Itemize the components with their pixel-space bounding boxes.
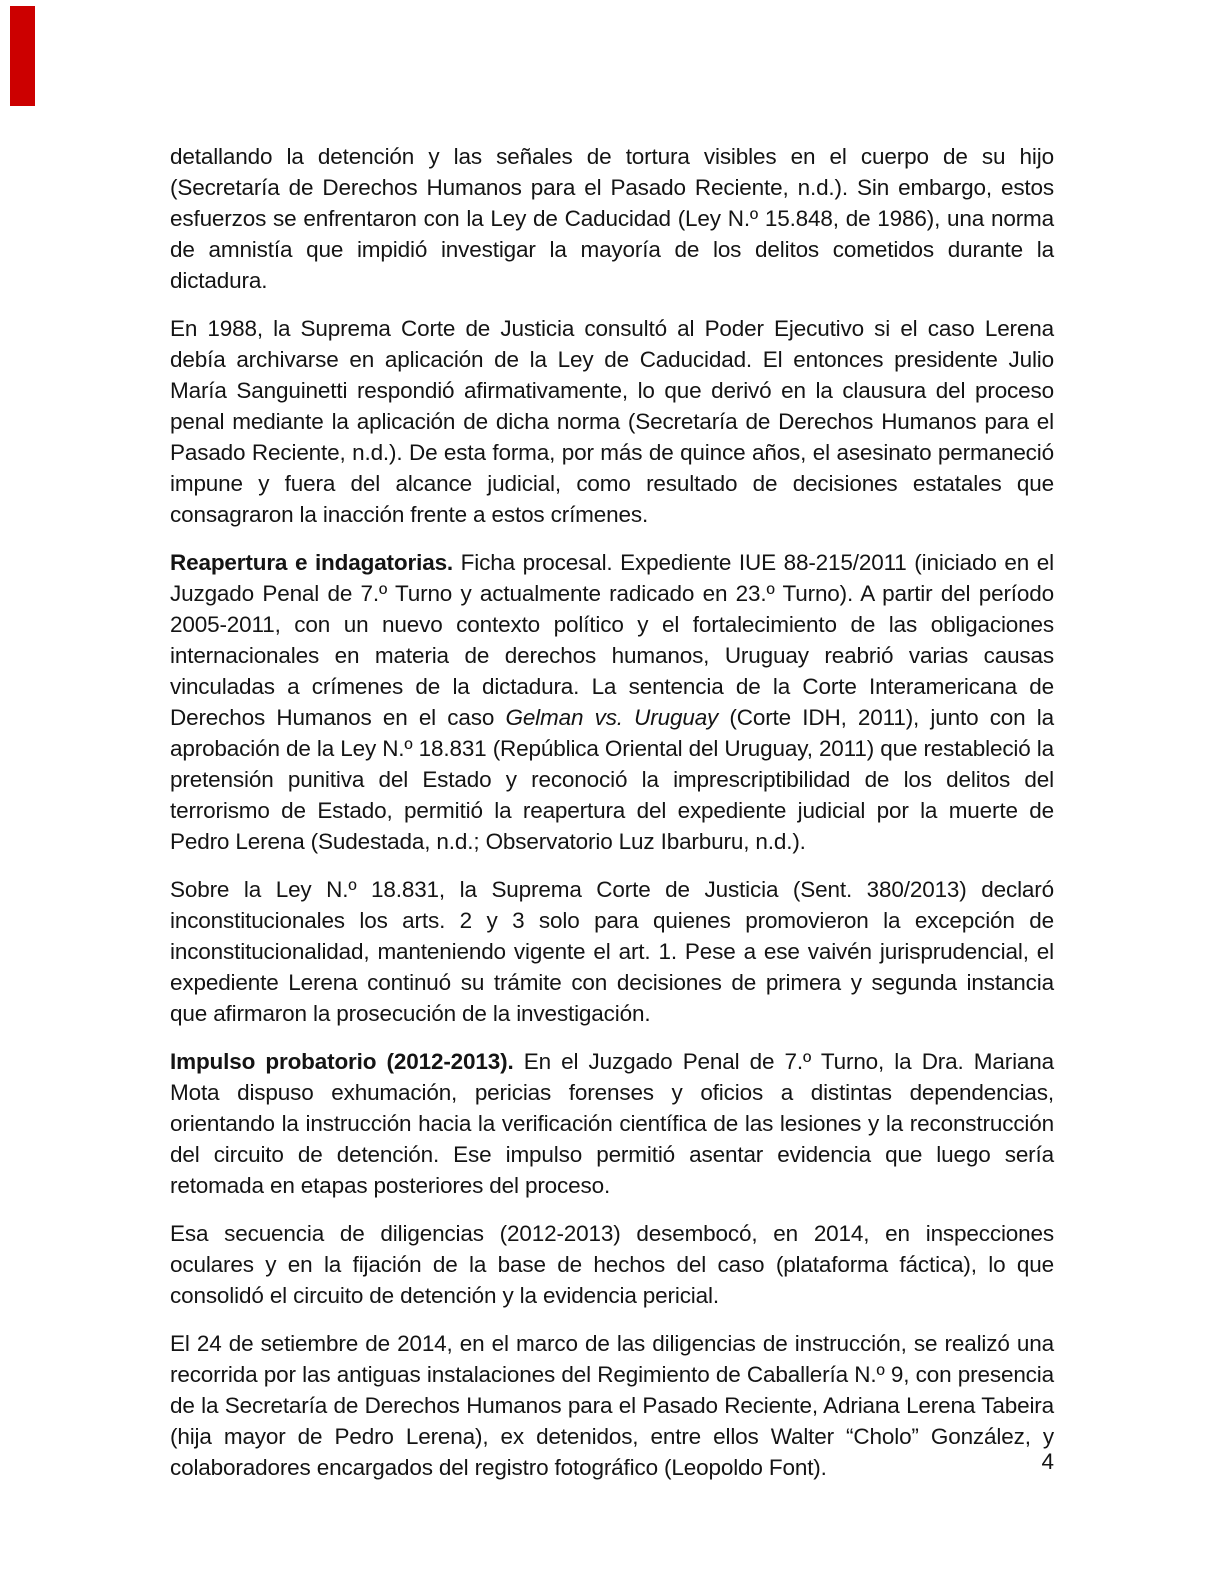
- paragraph-diligencias: [170, 1218, 1054, 1311]
- paragraph-impulso-probatorio: [170, 1046, 1054, 1201]
- section-heading-reapertura: Reapertura e indagatorias.: [170, 550, 454, 575]
- text-run: (Corte IDH, 2011), junto con la aprobación de la Ley N.º 18.831 (República Oriental del Uruguay, 2011) que restableció la pretensión punitiva del Estado y reconoció la imprescriptibilidad de los delitos del terrorismo de Estado, permitió la reapertura del expediente judicial por la muerte de Pedro Lerena (Sudestada, n.d.; Observatorio Luz Ibarburu, n.d.).: [170, 705, 1054, 854]
- red-corner-marker: [10, 6, 35, 106]
- document-body: [170, 141, 1054, 1500]
- text-run: Sobre la Ley N.º 18.831, la Suprema Corte de Justicia (Sent. 380/2013) declaró inconstitucionales los arts. 2 y 3 solo para quienes promovieron la excepción de inconstitucionalidad, manteniendo vigente el art. 1. Pese a ese vaivén jurisprudencial, el expediente Lerena continuó su trámite con decisiones de primera y segunda instancia que afirmaron la prosecución de la investigación.: [170, 877, 1054, 1026]
- text-run: En 1988, la Suprema Corte de Justicia consultó al Poder Ejecutivo si el caso Lerena debía archivarse en aplicación de la Ley de Caducidad. El entonces presidente Julio María Sanguinetti respondió afirmativamente, lo que derivó en la clausura del proceso penal mediante la aplicación de dicha norma (Secretaría de Derechos Humanos para el Pasado Reciente, n.d.). De esta forma, por más de quince años, el asesinato permaneció impune y fuera del alcance judicial, como resultado de decisiones estatales que consagraron la inacción frente a estos crímenes.: [170, 316, 1054, 527]
- case-name-gelman: Gelman vs. Uruguay: [505, 705, 719, 730]
- section-heading-impulso: Impulso probatorio (2012-2013).: [170, 1049, 514, 1074]
- page-number: 4: [1041, 1449, 1054, 1474]
- paragraph-caducidad: [170, 141, 1054, 296]
- text-run: En el Juzgado Penal de 7.º Turno, la Dra. Mariana Mota dispuso exhumación, pericias forenses y oficios a distintas dependencias, orientando la instrucción hacia la verificación científica de las lesiones y la reconstrucción del circuito de detención. Ese impulso permitió asentar evidencia que luego sería retomada en etapas posteriores del proceso.: [170, 1049, 1055, 1198]
- paragraph-ley-18831: [170, 874, 1054, 1029]
- text-run: El 24 de setiembre de 2014, en el marco de las diligencias de instrucción, se realizó una recorrida por las antiguas instalaciones del Regimiento de Caballería N.º 9, con presencia de la Secretaría de Derechos Humanos para el Pasado Reciente, Adriana Lerena Tabeira (hija mayor de Pedro Lerena), ex detenidos, entre ellos Walter “Cholo” González, y colaboradores encargados del registro fotográfico (Leopoldo Font).: [170, 1331, 1054, 1480]
- paragraph-consulta-1988: [170, 313, 1054, 530]
- text-run: detallando la detención y las señales de tortura visibles en el cuerpo de su hijo (Secretaría de Derechos Humanos para el Pasado Reciente, n.d.). Sin embargo, estos esfuerzos se enfrentaron con la Ley de Caducidad (Ley N.º 15.848, de 1986), una norma de amnistía que impidió investigar la mayoría de los delitos cometidos durante la dictadura.: [170, 144, 1054, 293]
- text-run: Esa secuencia de diligencias (2012-2013) desembocó, en 2014, en inspecciones oculares y en la fijación de la base de hechos del caso (plataforma fáctica), lo que consolidó el circuito de detención y la evidencia pericial.: [170, 1221, 1054, 1308]
- paragraph-reapertura: [170, 547, 1054, 857]
- text-run: Ficha procesal. Expediente IUE 88-215/2011 (iniciado en el Juzgado Penal de 7.º Turno y actualmente radicado en 23.º Turno). A partir del período 2005-2011, con un nuevo contexto político y el fortalecimiento de las obligaciones internacionales en materia de derechos humanos, Uruguay reabrió varias causas vinculadas a crímenes de la dictadura. La sentencia de la Corte Interamericana de Derechos Humanos en el caso: [170, 550, 1054, 730]
